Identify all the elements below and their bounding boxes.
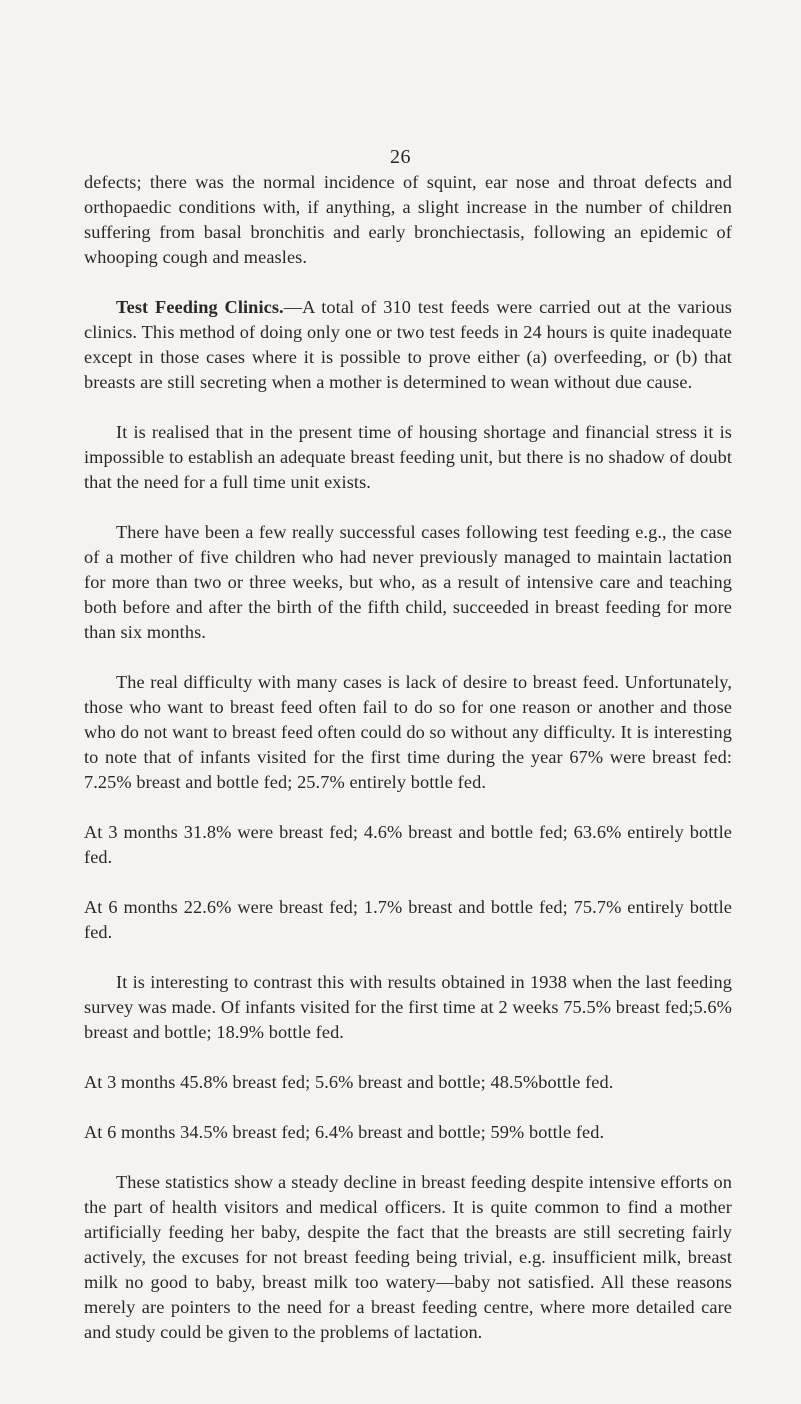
paragraph-1938-6-months — [84, 1120, 732, 1145]
paragraph-3-months — [84, 820, 732, 870]
paragraph-text: —A total of 310 test feeds were carried out at the various clinics. This method of doing only one or two test feeds in 24 hours is quite inadequate except in those cases where it is possible to prove either (a) overfeeding, or (b) that breasts are still secreting when a mother is determined to wean without due cause. — [84, 297, 732, 392]
paragraph-successful-cases — [84, 520, 732, 645]
page-number: 26 — [390, 146, 411, 168]
paragraph-housing-shortage — [84, 420, 732, 495]
paragraph-text: At 6 months 22.6% were breast fed; 1.7% breast and bottle fed; 75.7% entirely bottle fed. — [84, 897, 732, 942]
body-text — [84, 170, 732, 1370]
paragraph-text: These statistics show a steady decline in breast feeding despite intensive efforts on the part of health visitors and medical officers. It is quite common to find a mother artificially feeding her baby, despite the fact that the breasts are still secreting fairly actively, the excuses for not breast feeding being trivial, e.g. insufficient milk, breast milk no good to baby, breast milk too watery—baby not satisfied. All these reasons merely are pointers to the need for a breast feeding centre, where more detailed care and study could be given to the problems of lactation. — [84, 1172, 732, 1342]
paragraph-defects — [84, 170, 732, 270]
paragraph-real-difficulty — [84, 670, 732, 795]
section-heading: Test Feeding Clinics. — [116, 297, 284, 317]
paragraph-text: The real difficulty with many cases is lack of desire to breast feed. Unfortunately, those who want to breast feed often fail to do so for one reason or another and those who do not want to breast feed often could do so without any difficulty. It is interesting to note that of infants visited for the first time during the year 67% were breast fed: 7.25% breast and bottle fed; 25.7% entirely bottle fed. — [84, 672, 732, 792]
paragraph-1938-survey — [84, 970, 732, 1045]
paragraph-1938-3-months — [84, 1070, 732, 1095]
paragraph-text: At 3 months 31.8% were breast fed; 4.6% breast and bottle fed; 63.6% entirely bottle fed. — [84, 822, 732, 867]
paragraph-text: At 3 months 45.8% breast fed; 5.6% breast and bottle; 48.5%bottle fed. — [84, 1072, 614, 1092]
paragraph-text: At 6 months 34.5% breast fed; 6.4% breast and bottle; 59% bottle fed. — [84, 1122, 605, 1142]
paragraph-text: It is realised that in the present time of housing shortage and financial stress it is impossible to establish an adequate breast feeding unit, but there is no shadow of doubt that the need for a full time unit exists. — [84, 422, 732, 492]
paragraph-statistics-decline — [84, 1170, 732, 1345]
paragraph-test-feeding-clinics — [84, 295, 732, 395]
paragraph-6-months — [84, 895, 732, 945]
paragraph-text: defects; there was the normal incidence of squint, ear nose and throat defects and orthopaedic conditions with, if anything, a slight increase in the number of children suffering from basal bronchitis and early bronchiectasis, following an epidemic of whooping cough and measles. — [84, 172, 732, 267]
paragraph-text: There have been a few really successful cases following test feeding e.g., the case of a mother of five children who had never previously managed to maintain lactation for more than two or three weeks, but who, as a result of intensive care and teaching both before and after the birth of the fifth child, succeeded in breast feeding for more than six months. — [84, 522, 732, 642]
paragraph-text: It is interesting to contrast this with results obtained in 1938 when the last feeding survey was made. Of infants visited for the first time at 2 weeks 75.5% breast fed;5.6% breast and bottle; 18.9% bottle fed. — [84, 972, 732, 1042]
